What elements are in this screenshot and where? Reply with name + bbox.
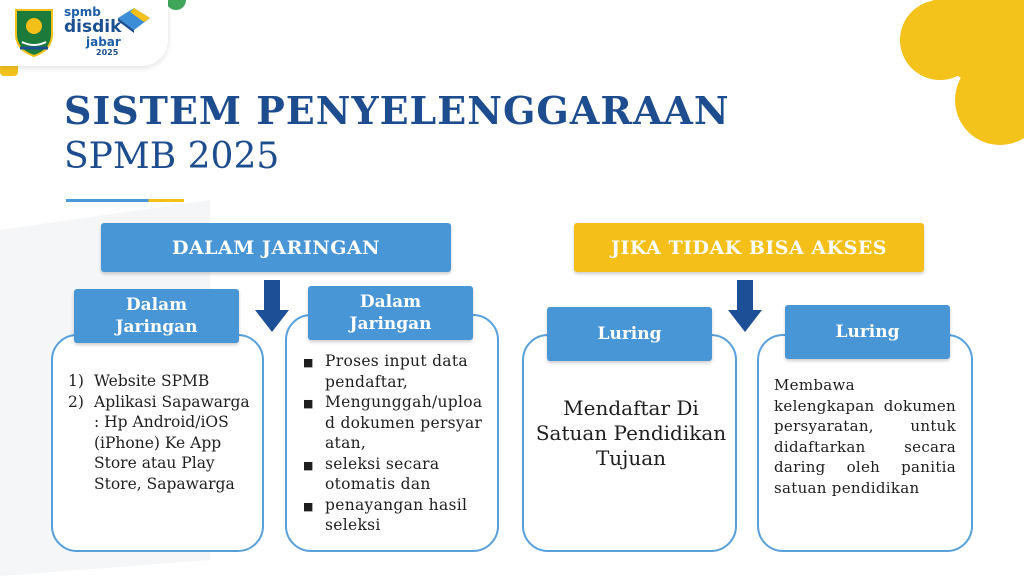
page-subtitle: SPMB 2025 xyxy=(64,136,280,177)
online-card-1-list xyxy=(68,371,258,494)
online-section-header: DALAM JARINGAN xyxy=(101,223,451,272)
page-title: SISTEM PENYELENGGARAAN xyxy=(64,88,730,133)
west-java-emblem-icon xyxy=(12,4,56,58)
list-item xyxy=(303,392,483,454)
offline-card-2-label: Luring xyxy=(785,305,950,359)
brand-line1: spmb xyxy=(64,5,101,19)
arrow-down-icon xyxy=(255,280,289,332)
list-item xyxy=(303,351,483,392)
arrow-down-icon xyxy=(728,280,762,332)
offline-card-1-label: Luring xyxy=(547,307,712,361)
book-logo-icon xyxy=(114,4,154,34)
list-item-text: penayangan hasil seleksi xyxy=(325,495,468,534)
green-dot-decoration xyxy=(166,0,186,10)
offline-card-2-text: Membawa kelengkapan dokumen persyaratan, untuk didaftarkan secara daring oleh panitia satuan pendidikan xyxy=(774,376,956,497)
list-item-text: Proses input data pendaftar, xyxy=(325,352,468,391)
online-card-2-list xyxy=(303,351,483,536)
list-item xyxy=(303,454,483,495)
title-underline xyxy=(66,199,184,202)
brand-line2: disdik xyxy=(64,17,122,37)
bullet-square-icon: ■ xyxy=(303,458,314,472)
brand-year: 2025 xyxy=(96,48,119,57)
yellow-flower-decoration xyxy=(900,0,1024,145)
online-card-2-label: Dalam Jaringan xyxy=(308,286,473,340)
list-item-text: Mengunggah/upload dokumen persyaratan, xyxy=(325,393,483,452)
online-card-1-label: Dalam Jaringan xyxy=(74,289,239,343)
list-item-number: 1) xyxy=(68,372,84,390)
list-item-text: Aplikasi Sapawarga : Hp Android/iOS (iPhone) Ke App Store atau Play Store, Sapawarga xyxy=(94,392,250,493)
brand-line3: jabar xyxy=(86,35,121,49)
brand-wordmark xyxy=(64,6,121,57)
logo-card xyxy=(0,0,168,66)
list-item-text: seleksi secara otomatis dan xyxy=(325,454,440,493)
list-item xyxy=(68,392,258,495)
bullet-square-icon: ■ xyxy=(303,397,314,410)
bullet-square-icon: ■ xyxy=(303,499,314,513)
list-item xyxy=(68,371,258,392)
list-item-number: 2) xyxy=(68,392,84,411)
offline-section-header: JIKA TIDAK BISA AKSES xyxy=(574,223,924,272)
bullet-square-icon: ■ xyxy=(303,356,314,369)
offline-card-1-text: Mendaftar Di Satuan Pendidikan Tujuan xyxy=(535,396,727,470)
list-item xyxy=(303,495,483,536)
list-item-text: Website SPMB xyxy=(94,372,210,390)
